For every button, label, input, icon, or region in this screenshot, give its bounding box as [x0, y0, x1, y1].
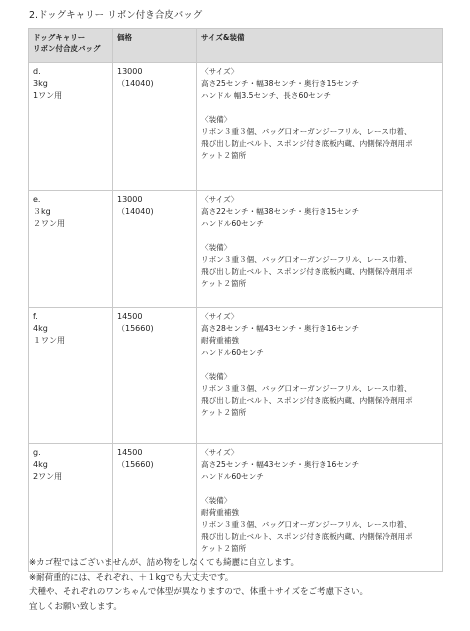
price-cell [113, 308, 197, 444]
spec-line: 飛び出し防止ベルト、スポンジ付き底板内蔵、内側保冷剤用ポ [201, 139, 413, 148]
spec-line: 〈サイズ〉 [201, 312, 239, 321]
model-line: e. [33, 195, 41, 204]
model-line: ３kg [33, 207, 51, 216]
table-row [29, 444, 443, 572]
model-cell [29, 63, 113, 191]
table-row [29, 191, 443, 308]
spec-line: ケット２箇所 [201, 544, 247, 553]
price-value: 14500 [117, 312, 143, 321]
footnote: ※カゴ程ではございませんが、詰め物をしなくても綺麗に自立します。 [29, 558, 299, 568]
footnote: ※耐荷重的には、それぞれ、＋１kgでも大丈夫です。 [29, 572, 234, 583]
price-value: 13000 [117, 195, 143, 204]
spec-line: ハンドル60センチ [201, 472, 264, 481]
model-cell [29, 444, 113, 572]
price-tax-value: （15660) [117, 324, 154, 333]
spec-line: 〈サイズ〉 [201, 448, 239, 457]
spec-line: 〈サイズ〉 [201, 67, 239, 76]
spec-cell [197, 63, 443, 191]
header-model [29, 29, 113, 63]
spec-line: ケット２箇所 [201, 408, 247, 417]
spec-line: 飛び出し防止ベルト、スポンジ付き底板内蔵、内側保冷剤用ポ [201, 396, 413, 405]
header-model-line2: リボン付合皮バッグ [33, 44, 101, 53]
price-cell [113, 191, 197, 308]
spec-line: 高さ25センチ・幅38センチ・奥行き15センチ [201, 79, 360, 88]
spec-line: 飛び出し防止ベルト、スポンジ付き底板内蔵、内側保冷剤用ポ [201, 267, 413, 276]
spec-line [201, 483, 438, 495]
model-line: 3kg [33, 79, 48, 88]
spec-cell [197, 191, 443, 308]
spec-line: ハンドル60センチ [201, 348, 264, 357]
price-tax-value: （15660) [117, 460, 154, 469]
spec-line: 高さ28センチ・幅43センチ・奥行き16センチ [201, 324, 360, 333]
table-body [29, 63, 443, 572]
header-model-line1: ドッグキャリー [33, 33, 86, 42]
spec-cell [197, 444, 443, 572]
model-line: f. [33, 312, 38, 321]
spec-line: 〈装備〉 [201, 496, 232, 505]
model-cell [29, 308, 113, 444]
footnote: 犬種や、それぞれのワンちゃんで体型が異なりますので、体重＋サイズをご考慮下さい。 [29, 587, 368, 597]
table-row [29, 63, 443, 191]
spec-line: 耐荷重補強 [201, 508, 239, 517]
model-line: 2ワン用 [33, 472, 63, 481]
header-spec: サイズ&装備 [197, 29, 443, 63]
page-title: 2.ドッグキャリー リボン付き合皮バッグ [29, 10, 203, 21]
spec-line [201, 359, 438, 371]
spec-line: 飛び出し防止ベルト、スポンジ付き底板内蔵、内側保冷剤用ポ [201, 532, 413, 541]
price-tax-value: （14040) [117, 79, 154, 88]
spec-line: リボン３重３個、バッグ口オーガンジーフリル、レース巾着、 [201, 520, 412, 529]
model-line: 4kg [33, 324, 48, 333]
spec-line: 高さ25センチ・幅43センチ・奥行き16センチ [201, 460, 360, 469]
spec-line: リボン３重３個、バッグ口オーガンジーフリル、レース巾着、 [201, 127, 412, 136]
spec-line: 〈サイズ〉 [201, 195, 239, 204]
spec-line: ハンドル 幅3.5センチ、長さ60センチ [201, 91, 331, 100]
spec-line: 〈装備〉 [201, 115, 232, 124]
spec-line: 高さ22センチ・幅38センチ・奥行き15センチ [201, 207, 360, 216]
spec-line: リボン３重３個、バッグ口オーガンジーフリル、レース巾着、 [201, 255, 412, 264]
footnote: 宜しくお願い致します。 [29, 601, 122, 612]
spec-line: リボン３重３個、バッグ口オーガンジーフリル、レース巾着、 [201, 384, 412, 393]
price-cell [113, 63, 197, 191]
product-table [28, 28, 443, 572]
model-line: １ワン用 [33, 336, 65, 345]
price-value: 14500 [117, 448, 143, 457]
model-line: 4kg [33, 460, 48, 469]
spec-line [201, 230, 438, 242]
spec-line: ケット２箇所 [201, 279, 247, 288]
header-price: 価格 [113, 29, 197, 63]
spec-line: ケット２箇所 [201, 151, 247, 160]
spec-cell [197, 308, 443, 444]
model-line: d. [33, 67, 41, 76]
spec-line: 〈装備〉 [201, 372, 232, 381]
spec-line: 耐荷重補強 [201, 336, 239, 345]
price-value: 13000 [117, 67, 143, 76]
model-line: 1ワン用 [33, 91, 63, 100]
model-line: ２ワン用 [33, 219, 65, 228]
price-cell [113, 444, 197, 572]
model-line: g. [33, 448, 41, 457]
table-row [29, 308, 443, 444]
price-tax-value: （14040) [117, 207, 154, 216]
spec-line: 〈装備〉 [201, 243, 232, 252]
spec-line: ハンドル60センチ [201, 219, 264, 228]
model-cell [29, 191, 113, 308]
footnotes [29, 556, 368, 614]
spec-line [201, 102, 438, 114]
table-header [29, 29, 443, 63]
